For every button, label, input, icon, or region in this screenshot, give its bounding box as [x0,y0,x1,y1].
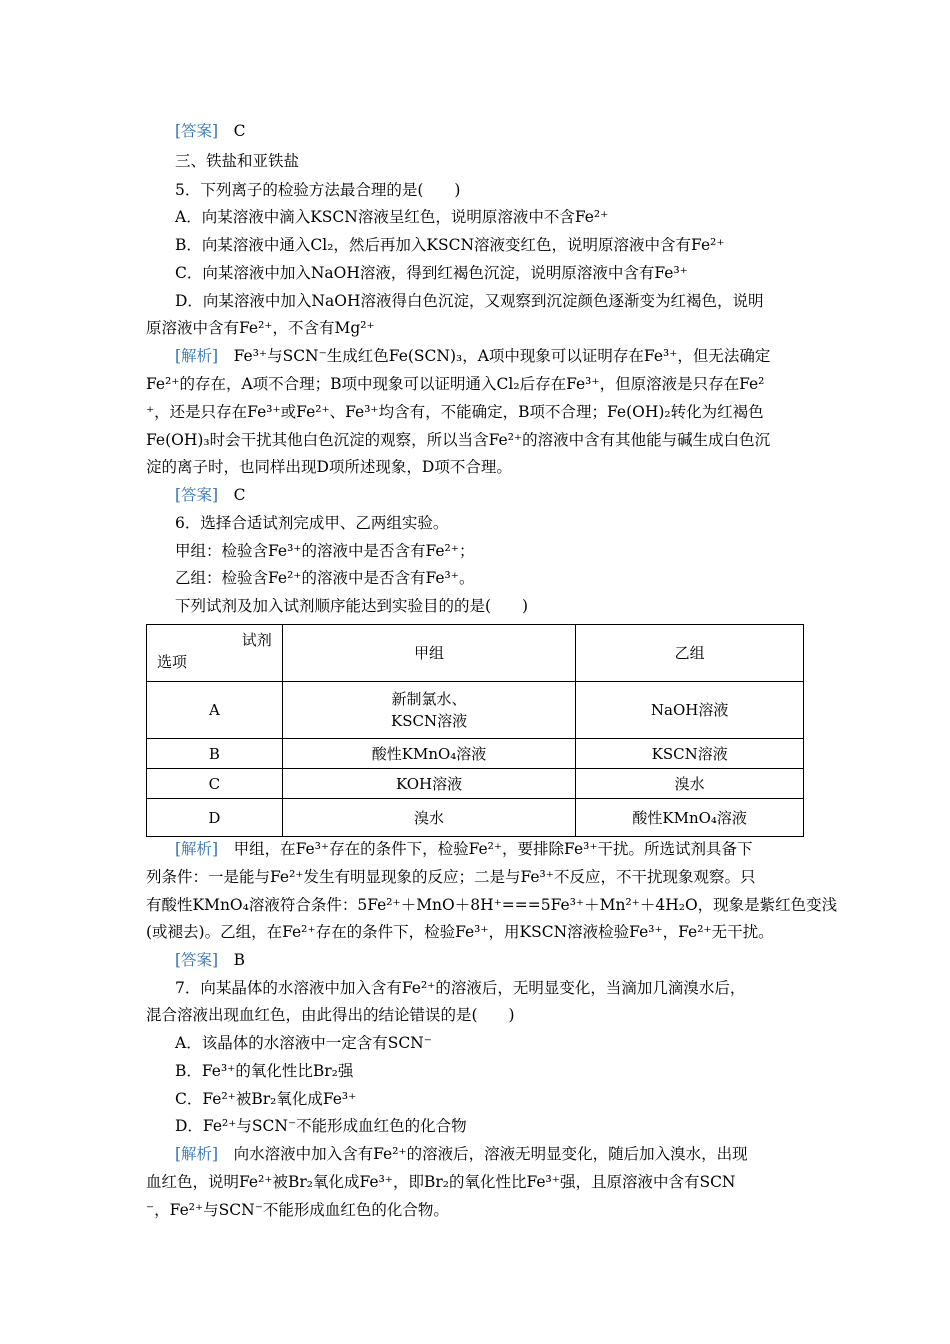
question-7-option-d: D．Fe²⁺与SCN⁻不能形成血红色的化合物 [175,1117,467,1135]
option-cell: D [147,799,283,837]
corner-top-label: 试剂 [241,631,272,649]
analysis-q5-line-1 [175,346,770,366]
jia-cell-line-1: 新制氯水、 [391,690,467,708]
jia-cell [282,682,576,739]
analysis-q5-line-5: 淀的离子时，也同样出现D项所述现象，D项不合理。 [146,458,512,476]
answer-tag: [答案] [175,951,219,969]
question-5-option-a: A．向某溶液中滴入KSCN溶液呈红色，说明原溶液中不含Fe²⁺ [175,208,609,226]
jia-cell: 酸性KMnO₄溶液 [282,739,576,769]
question-5-option-d: D．向某溶液中加入NaOH溶液得白色沉淀，又观察到沉淀颜色逐渐变为红褐色，说明 [175,292,764,310]
table-row [147,682,804,739]
question-7-option-b: B．Fe³⁺的氧化性比Br₂强 [175,1062,354,1080]
yi-cell: 溴水 [576,769,804,799]
header-jia: 甲组 [282,625,576,682]
question-6-prompt: 下列试剂及加入试剂顺序能达到实验目的的是( ) [175,597,529,615]
analysis-q5-line-2: Fe²⁺的存在，A项不合理；B项中现象可以证明通入Cl₂后存在Fe³⁺，但原溶液是只存在Fe² [146,375,765,393]
analysis-q5-line-3: ⁺，还是只存在Fe³⁺或Fe²⁺、Fe³⁺均含有，不能确定，B项不合理；Fe(OH)₂转化为红褐色 [146,403,764,421]
jia-cell-line-2: KSCN溶液 [390,712,468,730]
analysis-q6-line-3: 有酸性KMnO₄溶液符合条件：5Fe²⁺＋MnO＋8H⁺===5Fe³⁺＋Mn²⁺＋4H₂O，现象是紫红色变浅 [146,896,838,914]
header-yi: 乙组 [576,625,804,682]
table-row [147,799,804,837]
table-header-row [147,625,804,682]
analysis-q7-line-3: ⁻，Fe²⁺与SCN⁻不能形成血红色的化合物。 [146,1201,449,1219]
corner-bottom-label: 选项 [157,653,188,671]
option-cell: A [147,682,283,739]
answer-line-q6 [175,950,245,970]
analysis-q5-line-4: Fe(OH)₃时会干扰其他白色沉淀的观察，所以当含Fe²⁺的溶液中含有其他能与碱生成白色沉 [146,431,771,449]
analysis-q6-line-2: 列条件：一是能与Fe²⁺发生有明显现象的反应；二是与Fe³⁺不反应，不干扰现象观察。只 [146,868,756,886]
analysis-text: 向水溶液中加入含有Fe²⁺的溶液后，溶液无明显变化，随后加入溴水，出现 [218,1145,748,1163]
table-corner-cell [147,625,283,682]
jia-cell: 溴水 [282,799,576,837]
answer-text: C [218,486,246,504]
question-5-option-c: C．向某溶液中加入NaOH溶液，得到红褐色沉淀，说明原溶液中含有Fe³⁺ [175,264,688,282]
yi-cell: NaOH溶液 [576,682,804,739]
analysis-q7-line-1 [175,1144,748,1164]
question-7-stem-cont: 混合溶液出现血红色，由此得出的结论错误的是( ) [146,1006,515,1024]
answer-tag: [答案] [175,486,219,504]
question-6-group-yi: 乙组：检验含Fe²⁺的溶液中是否含有Fe³⁺。 [175,569,475,587]
analysis-text: Fe³⁺与SCN⁻生成红色Fe(SCN)₃，A项中现象可以证明存在Fe³⁺，但无法确定 [218,347,771,365]
answer-tag: [答案] [175,122,219,140]
yi-cell: KSCN溶液 [576,739,804,769]
question-5-option-d-cont: 原溶液中含有Fe²⁺，不含有Mg²⁺ [146,319,375,337]
question-5-stem: 5．下列离子的检验方法最合理的是( ) [175,181,461,199]
analysis-q6-line-4: (或褪去)。乙组，在Fe²⁺存在的条件下，检验Fe³⁺，用KSCN溶液检验Fe³⁺，Fe²⁺无干扰。 [146,923,774,941]
analysis-tag: [解析] [175,840,219,858]
question-7-option-c: C．Fe²⁺被Br₂氧化成Fe³⁺ [175,1090,357,1108]
table-row [147,769,804,799]
analysis-tag: [解析] [175,1145,219,1163]
question-6-group-jia: 甲组：检验含Fe³⁺的溶液中是否含有Fe²⁺； [175,542,475,560]
analysis-text: 甲组，在Fe³⁺存在的条件下，检验Fe²⁺，要排除Fe³⁺干扰。所选试剂具备下 [218,840,753,858]
reagent-table [146,624,804,837]
answer-line-q4 [175,121,245,141]
section-heading: 三、铁盐和亚铁盐 [175,152,300,170]
option-cell: B [147,739,283,769]
question-7-option-a: A．该晶体的水溶液中一定含有SCN⁻ [175,1034,432,1052]
analysis-q6-line-1 [175,839,753,859]
table-row [147,739,804,769]
question-6-stem: 6．选择合适试剂完成甲、乙两组实验。 [175,514,449,532]
answer-text: C [218,122,246,140]
yi-cell: 酸性KMnO₄溶液 [576,799,804,837]
answer-text: B [218,951,245,969]
jia-cell: KOH溶液 [282,769,576,799]
analysis-q7-line-2: 血红色，说明Fe²⁺被Br₂氧化成Fe³⁺，即Br₂的氧化性比Fe³⁺强，且原溶液中含有SCN [146,1173,736,1191]
question-7-stem: 7．向某晶体的水溶液中加入含有Fe²⁺的溶液后，无明显变化，当滴加几滴溴水后， [175,979,746,997]
analysis-tag: [解析] [175,347,219,365]
answer-line-q5 [175,485,245,505]
question-5-option-b: B．向某溶液中通入Cl₂，然后再加入KSCN溶液变红色，说明原溶液中含有Fe²⁺ [175,236,725,254]
option-cell: C [147,769,283,799]
